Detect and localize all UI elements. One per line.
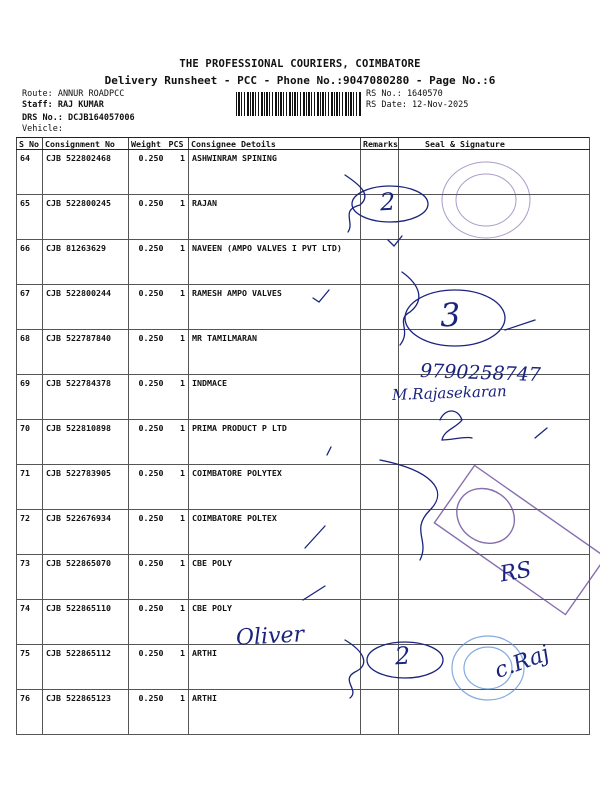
cell-consignment-no: CJB 522676934 [43, 510, 129, 555]
cell-seal-signature [399, 285, 590, 330]
numeral-three-68: 3 [439, 295, 462, 335]
rs-number: RS No.: 1640570 [366, 89, 443, 99]
cell-seal-signature [399, 555, 590, 600]
cell-consignee: CBE POLY [189, 555, 361, 600]
numeral-two-76: 2 [394, 641, 412, 671]
staff-label: Staff: RAJ KUMAR [22, 100, 104, 110]
route-label: Route: ANNUR ROADPCC [22, 89, 125, 99]
drs-label: DRS No.: DCJB164057006 [22, 113, 135, 123]
cell-consignment-no: CJB 522865070 [43, 555, 129, 600]
col-consignment: Consignment No [43, 138, 129, 150]
table-row [17, 690, 590, 735]
cell-sno: 67 [17, 285, 43, 330]
cell-consignment-no: CJB 522802468 [43, 150, 129, 195]
cell-pcs: 1 [167, 420, 189, 465]
cell-consignment-no: CJB 522865123 [43, 690, 129, 735]
cell-consignee: COIMBATORE POLTEX [189, 510, 361, 555]
cell-weight: 0.250 [129, 375, 167, 420]
cell-remarks [361, 420, 399, 465]
cell-seal-signature [399, 465, 590, 510]
cell-weight: 0.250 [129, 690, 167, 735]
runsheet-title: THE PROFESSIONAL COURIERS, COIMBATORE [179, 58, 421, 70]
cell-weight: 0.250 [129, 150, 167, 195]
cell-consignee: CBE POLY [189, 600, 361, 645]
col-consignee: Consignee Detoils [189, 138, 361, 150]
table-row [17, 240, 590, 285]
cell-consignment-no: CJB 522787840 [43, 330, 129, 375]
cell-seal-signature [399, 195, 590, 240]
cell-sno: 69 [17, 375, 43, 420]
cell-remarks [361, 330, 399, 375]
cell-pcs: 1 [167, 240, 189, 285]
cell-sno: 64 [17, 150, 43, 195]
cell-pcs: 1 [167, 150, 189, 195]
table-row [17, 465, 590, 510]
cell-seal-signature [399, 600, 590, 645]
cell-pcs: 1 [167, 330, 189, 375]
cell-seal-signature [399, 690, 590, 735]
table-row [17, 420, 590, 465]
col-remarks: Remarks [361, 138, 399, 150]
cell-sno: 76 [17, 690, 43, 735]
cell-consignee: ARTHI [189, 645, 361, 690]
numeral-two-65: 2 [379, 187, 397, 217]
cell-consignment-no: CJB 522865110 [43, 600, 129, 645]
cell-pcs: 1 [167, 375, 189, 420]
cell-remarks [361, 510, 399, 555]
cell-sno: 68 [17, 330, 43, 375]
cell-pcs: 1 [167, 285, 189, 330]
cell-pcs: 1 [167, 195, 189, 240]
cell-remarks [361, 690, 399, 735]
cell-sno: 70 [17, 420, 43, 465]
cell-weight: 0.250 [129, 555, 167, 600]
rs-date: RS Date: 12-Nov-2025 [366, 100, 469, 110]
cell-consignment-no: CJB 522800244 [43, 285, 129, 330]
cell-seal-signature [399, 510, 590, 555]
table-row [17, 285, 590, 330]
cell-weight: 0.250 [129, 600, 167, 645]
cell-weight: 0.250 [129, 330, 167, 375]
cell-sno: 74 [17, 600, 43, 645]
col-sno: S No [17, 138, 43, 150]
cell-weight: 0.250 [129, 285, 167, 330]
cell-consignee: INDMACE [189, 375, 361, 420]
cell-consignment-no: CJB 81263629 [43, 240, 129, 285]
cell-pcs: 1 [167, 600, 189, 645]
cell-consignment-no: CJB 522800245 [43, 195, 129, 240]
barcode-image [236, 92, 362, 116]
cell-consignee: RAJAN [189, 195, 361, 240]
table-header-row [17, 138, 590, 150]
cell-consignee: ARTHI [189, 690, 361, 735]
cell-weight: 0.250 [129, 240, 167, 285]
cell-consignment-no: CJB 522784378 [43, 375, 129, 420]
runsheet-subtitle: Delivery Runsheet - PCC - Phone No.:9047080280 - Page No.:6 [104, 74, 496, 87]
cell-sno: 66 [17, 240, 43, 285]
table-row [17, 195, 590, 240]
table-row [17, 150, 590, 195]
initials-74: RS [498, 557, 534, 588]
cell-remarks [361, 465, 399, 510]
cell-consignment-no: CJB 522783905 [43, 465, 129, 510]
cell-weight: 0.250 [129, 465, 167, 510]
cell-sno: 72 [17, 510, 43, 555]
signature-75: Oliver [235, 622, 305, 651]
cell-sno: 71 [17, 465, 43, 510]
cell-consignee: NAVEEN (AMPO VALVES I PVT LTD) [189, 240, 361, 285]
signature-76: c.Raj [491, 641, 553, 684]
col-pcs: PCS [167, 138, 189, 150]
cell-pcs: 1 [167, 465, 189, 510]
cell-remarks [361, 240, 399, 285]
table-row [17, 510, 590, 555]
cell-consignee: ASHWINRAM SPINING [189, 150, 361, 195]
cell-consignee: COIMBATORE POLYTEX [189, 465, 361, 510]
cell-remarks [361, 285, 399, 330]
cell-consignee: MR TAMILMARAN [189, 330, 361, 375]
vehicle-label: Vehicle: [22, 124, 63, 134]
handwritten-phone: 9790258747 [419, 359, 542, 387]
cell-consignment-no: CJB 522810898 [43, 420, 129, 465]
cell-consignee: RAMESH AMPO VALVES [189, 285, 361, 330]
cell-remarks [361, 645, 399, 690]
cell-sno: 65 [17, 195, 43, 240]
cell-seal-signature [399, 150, 590, 195]
cell-pcs: 1 [167, 690, 189, 735]
cell-weight: 0.250 [129, 645, 167, 690]
handwritten-name: M.Rajasekaran [391, 382, 507, 404]
cell-weight: 0.250 [129, 420, 167, 465]
cell-seal-signature [399, 240, 590, 285]
cell-pcs: 1 [167, 555, 189, 600]
col-weight: Weight [129, 138, 167, 150]
cell-pcs: 1 [167, 645, 189, 690]
cell-seal-signature [399, 420, 590, 465]
cell-sno: 75 [17, 645, 43, 690]
cell-weight: 0.250 [129, 510, 167, 555]
col-seal: Seal & Signature [399, 138, 590, 150]
cell-consignee: PRIMA PRODUCT P LTD [189, 420, 361, 465]
cell-remarks [361, 600, 399, 645]
cell-sno: 73 [17, 555, 43, 600]
cell-consignment-no: CJB 522865112 [43, 645, 129, 690]
cell-pcs: 1 [167, 510, 189, 555]
cell-remarks [361, 555, 399, 600]
cell-weight: 0.250 [129, 195, 167, 240]
